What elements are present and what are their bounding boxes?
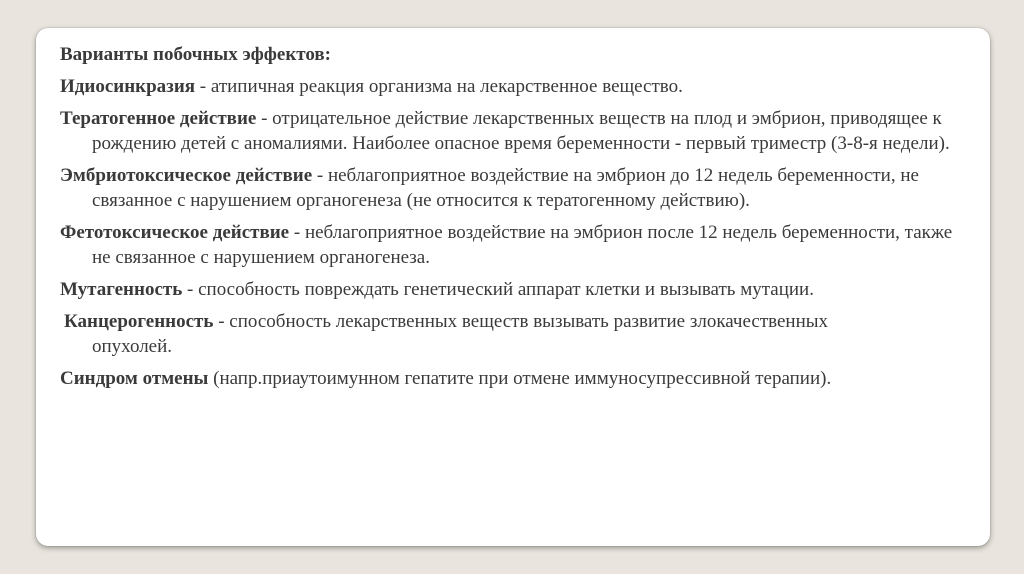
entry-text: - неблагоприятное воздействие на эмбрион до 12 недель беременности, не связанное с нарушением органогенеза (не относится к тератогенному действию). — [92, 165, 919, 211]
entry-text: - неблагоприятное воздействие на эмбрион после 12 недель беременности, также не связанное с нарушением органогенеза. — [92, 222, 953, 268]
entry-text: - способность повреждать генетический аппарат клетки и вызывать мутации. — [182, 279, 814, 300]
entry-text: - отрицательное действие лекарственных веществ на плод и эмбрион, приводящее к рождению детей с аномалиями. Наиболее опасное время беременности - первый триместр (3-8-я недели). — [92, 108, 950, 154]
entry-carcinogenicity — [60, 309, 892, 359]
entry-embryotoxic — [60, 163, 992, 213]
entry-term: Тератогенное действие — [60, 108, 257, 129]
slide-content — [60, 42, 972, 398]
entry-teratogenic — [60, 106, 1004, 156]
entry-term: Канцерогенность — [64, 311, 214, 332]
entry-text: (напр.приаутоимунном гепатите при отмене иммуносупрессивной терапии). — [208, 368, 832, 389]
entry-term: Идиосинкразия — [60, 76, 196, 97]
entry-text: - атипичная реакция организма на лекарственное вещество. — [195, 76, 683, 97]
entry-term: Мутагенность — [60, 279, 183, 300]
slide-heading: Варианты побочных эффектов: — [60, 44, 331, 65]
entry-term: Эмбриотоксическое действие — [60, 165, 313, 186]
entry-text: - способность лекарственных веществ вызывать развитие злокачественных опухолей. — [92, 311, 829, 357]
entry-fetotoxic — [60, 220, 972, 270]
entry-term: Синдром отмены — [60, 368, 209, 389]
slide-card — [36, 28, 990, 546]
entry-withdrawal-syndrome — [60, 366, 952, 391]
entry-mutagenicity — [60, 277, 1004, 302]
entry-term: Фетотоксическое действие — [60, 222, 290, 243]
entry-idiosyncrasy — [60, 74, 852, 99]
